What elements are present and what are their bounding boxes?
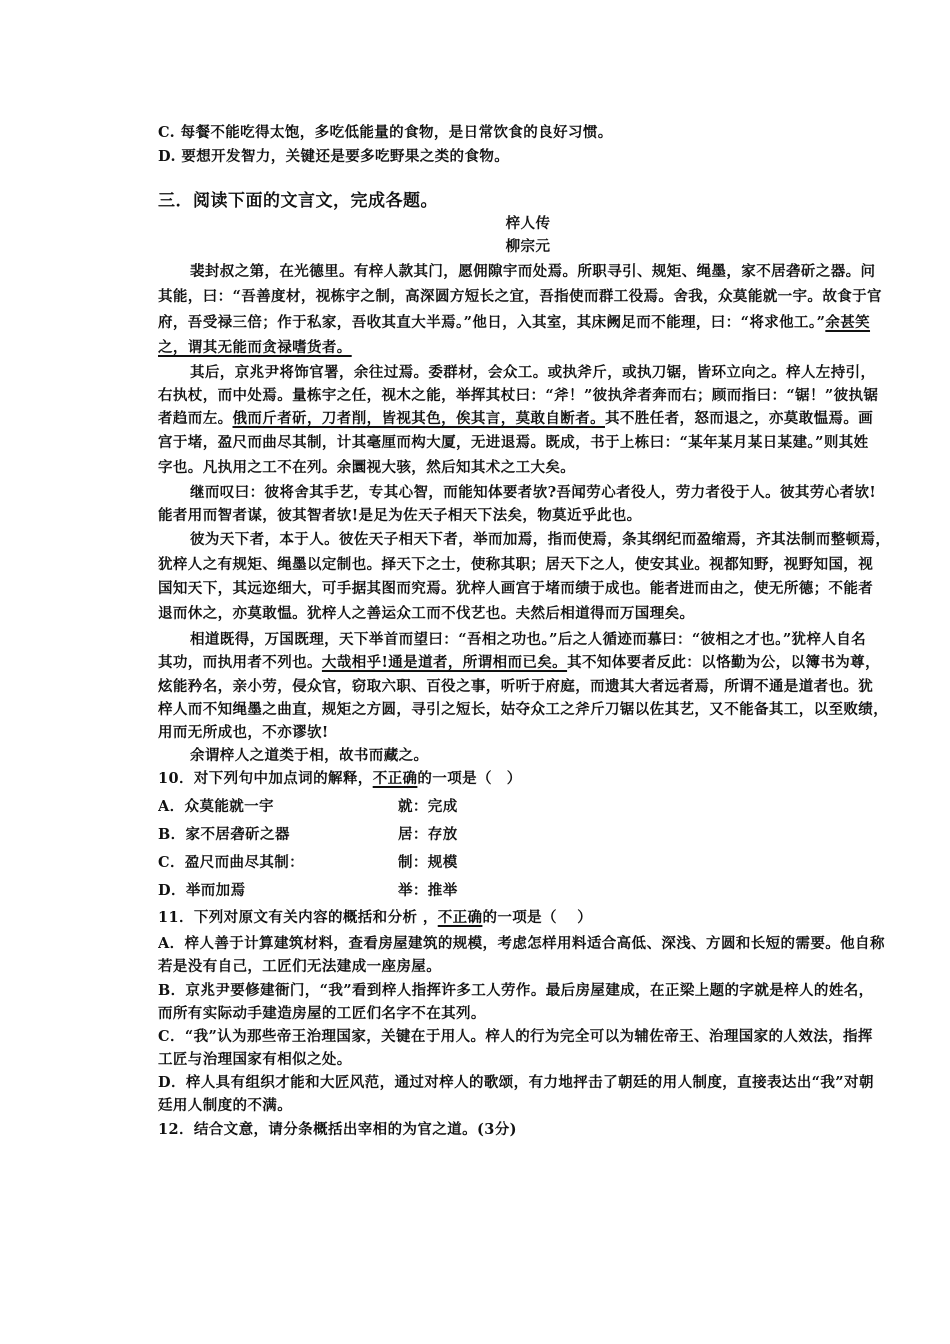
passage-line: 用而无所成也，不亦谬欤! <box>158 724 329 741</box>
question-12-stem: 12．结合文意，请分条概括出宰相的为官之道。(3分) <box>158 1121 517 1138</box>
option-sentence: B．家不居砻斫之器 <box>158 826 290 843</box>
stem-text: 的一项是（ ） <box>417 770 522 787</box>
passage-line: 能者用而智者谋，彼其智者欤!是足为佐天子相天下法矣，物莫近乎此也。 <box>158 507 642 524</box>
passage-line: 相道既得，万国既理，天下举首而望曰：“吾相之功也。”后之人循迹而慕曰：“彼相之才也。”犹梓人自名 <box>190 631 867 648</box>
passage-line: 字也。凡执用之工不在列。余圜视大骇，然后知其术之工大矣。 <box>158 459 576 476</box>
passage-line: 余谓梓人之道类于相，故书而藏之。 <box>190 747 429 764</box>
question-11-line: C．“我”认为那些帝王治理国家，关键在于用人。梓人的行为完全可以为辅佐帝王、治理国家的人效法，指挥 <box>158 1028 873 1045</box>
passage-line: 继而叹曰：彼将舍其手艺，专其心智，而能知体要者欤?吾闻劳心者役人，劳力者役于人。彼其劳心者欤! <box>190 484 877 501</box>
question-11-line: 工匠与治理国家有相似之处。 <box>158 1051 352 1068</box>
option-d-prev: D. 要想开发智力，关键还是要多吃野果之类的食物。 <box>158 148 510 165</box>
stem-text: 11．下列对原文有关内容的概括和分析 ， <box>158 909 438 926</box>
passage-line: 宫于堵，盈尺而曲尽其制，计其毫厘而构大厦，无进退焉。既成，书于上栋曰：“某年某月某日某建。”则其姓 <box>158 434 869 451</box>
passage-line: 其能，曰：“吾善度材，视栋宇之制，高深圆方短长之宜，吾指使而群工役焉。舍我，众莫能就一宇。故食于官 <box>158 288 882 305</box>
option-sentence: D．举而加焉 <box>158 882 246 899</box>
option-sentence: A．众莫能就一宇 <box>158 798 274 815</box>
passage-line: 炫能矜名，亲小劳，侵众官，窃取六职、百役之事，听听于府庭，而遗其大者远者焉，所谓不通是道者也。犹 <box>158 678 874 695</box>
passage-line: 犹梓人之有规矩、绳墨以定制也。择天下之士，使称其职；居天下之人，使安其业。视都知野，视野知国，视 <box>158 556 874 573</box>
passage-line <box>158 338 898 358</box>
question-10-stem <box>158 769 898 789</box>
passage-line: 彼为天下者，本于人。彼佐天子相天下者，举而加焉，指而使焉，条其纲纪而盈缩焉，齐其法制而整顿焉， <box>190 531 891 548</box>
passage-text: 者趋而左。 <box>158 410 233 427</box>
underlined-sentence: 大哉相乎!通是道者，所谓相而已矣。 <box>321 654 568 671</box>
passage-line <box>158 409 898 429</box>
question-10-option-b <box>158 825 898 845</box>
option-c-prev: C. 每餐不能吃得太饱，多吃低能量的食物，是日常饮食的良好习惯。 <box>158 124 613 141</box>
passage-line: 国知天下，其远迩细大，可手据其图而究焉。犹梓人画宫于堵而绩于成也。能者进而由之，使无所德；不能者 <box>158 580 874 597</box>
emphasis-text: 不正确 <box>437 909 483 926</box>
passage-text: 其功，而执用者不列也。 <box>158 654 322 671</box>
question-11-line: D．梓人具有组织才能和大匠风范，通过对梓人的歌颂，有力地抨击了朝廷的用人制度，直接表达出“我”对朝 <box>158 1074 874 1091</box>
question-10-option-c <box>158 853 898 873</box>
question-11-line: B．京兆尹要修建衙门，“我”看到梓人指挥许多工人劳作。最后房屋建成，在正梁上题的字就是梓人的姓名， <box>158 982 874 999</box>
section-heading: 三．阅读下面的文言文，完成各题。 <box>158 191 438 211</box>
passage-title: 梓人传 <box>505 215 551 232</box>
question-11-line: 而所有实际动手建造房屋的工匠们名字不在其列。 <box>158 1005 486 1022</box>
passage-line: 梓人而不知绳墨之曲直，规矩之方圆，寻引之短长，姑夺众工之斧斤刀锯以佐其艺，又不能备其工，以至败绩， <box>158 701 889 718</box>
question-11-line: 若是没有自己，工匠们无法建成一座房屋。 <box>158 958 442 975</box>
question-11-stem <box>158 908 898 928</box>
stem-text: 的一项是（ ） <box>482 909 593 926</box>
emphasis-text: 不正确 <box>372 770 418 787</box>
underlined-sentence: 之，谓其无能而贪禄嗜货者。 <box>158 339 352 356</box>
option-explanation: 就：完成 <box>398 798 458 815</box>
passage-line <box>158 653 898 673</box>
underlined-sentence: 余甚笑 <box>825 314 871 331</box>
stem-text: 10．对下列句中加点词的解释， <box>158 770 373 787</box>
underlined-sentence: 俄而斤者斫，刀者削，皆视其色，俟其言，莫敢自断者。 <box>232 410 605 427</box>
option-explanation: 制：规模 <box>398 854 458 871</box>
option-explanation: 举：推举 <box>398 882 458 899</box>
passage-author: 柳宗元 <box>505 238 551 255</box>
question-10-option-a <box>158 797 898 817</box>
question-10-option-d <box>158 881 898 901</box>
passage-line: 退而休之，亦莫敢愠。犹梓人之善运众工而不伐艺也。夫然后相道得而万国理矣。 <box>158 605 695 622</box>
passage-text: 府，吾受禄三倍；作于私家，吾收其直大半焉。”他日，入其室，其床阙足而不能理，曰：“将求他工。” <box>158 314 826 331</box>
passage-line: 其后，京兆尹将饰官署，余往过焉。委群材，会众工。或执斧斤，或执刀锯，皆环立向之。梓人左持引， <box>190 364 876 381</box>
question-11-line: 廷用人制度的不满。 <box>158 1097 293 1114</box>
passage-text: 其不知体要者反此：以恪勤为公，以簿书为尊， <box>567 654 880 671</box>
option-explanation: 居：存放 <box>398 826 458 843</box>
question-11-line: A．梓人善于计算建筑材料，查看房屋建筑的规模，考虑怎样用料适合高低、深浅、方圆和长短的需要。他自称 <box>158 935 885 952</box>
passage-line: 右执杖，而中处焉。量栋宇之任，视木之能，举挥其杖曰：“斧！”彼执斧者奔而右；顾而指曰：“锯！”彼执锯 <box>158 387 879 404</box>
option-sentence: C．盈尺而曲尽其制： <box>158 854 305 871</box>
passage-line <box>158 313 898 333</box>
passage-line: 裴封叔之第，在光德里。有梓人款其门，愿佣隙宇而处焉。所职寻引、规矩、绳墨，家不居砻斫之器。问 <box>190 263 876 280</box>
passage-text: 其不胜任者，怒而退之，亦莫敢愠焉。画 <box>605 410 874 427</box>
